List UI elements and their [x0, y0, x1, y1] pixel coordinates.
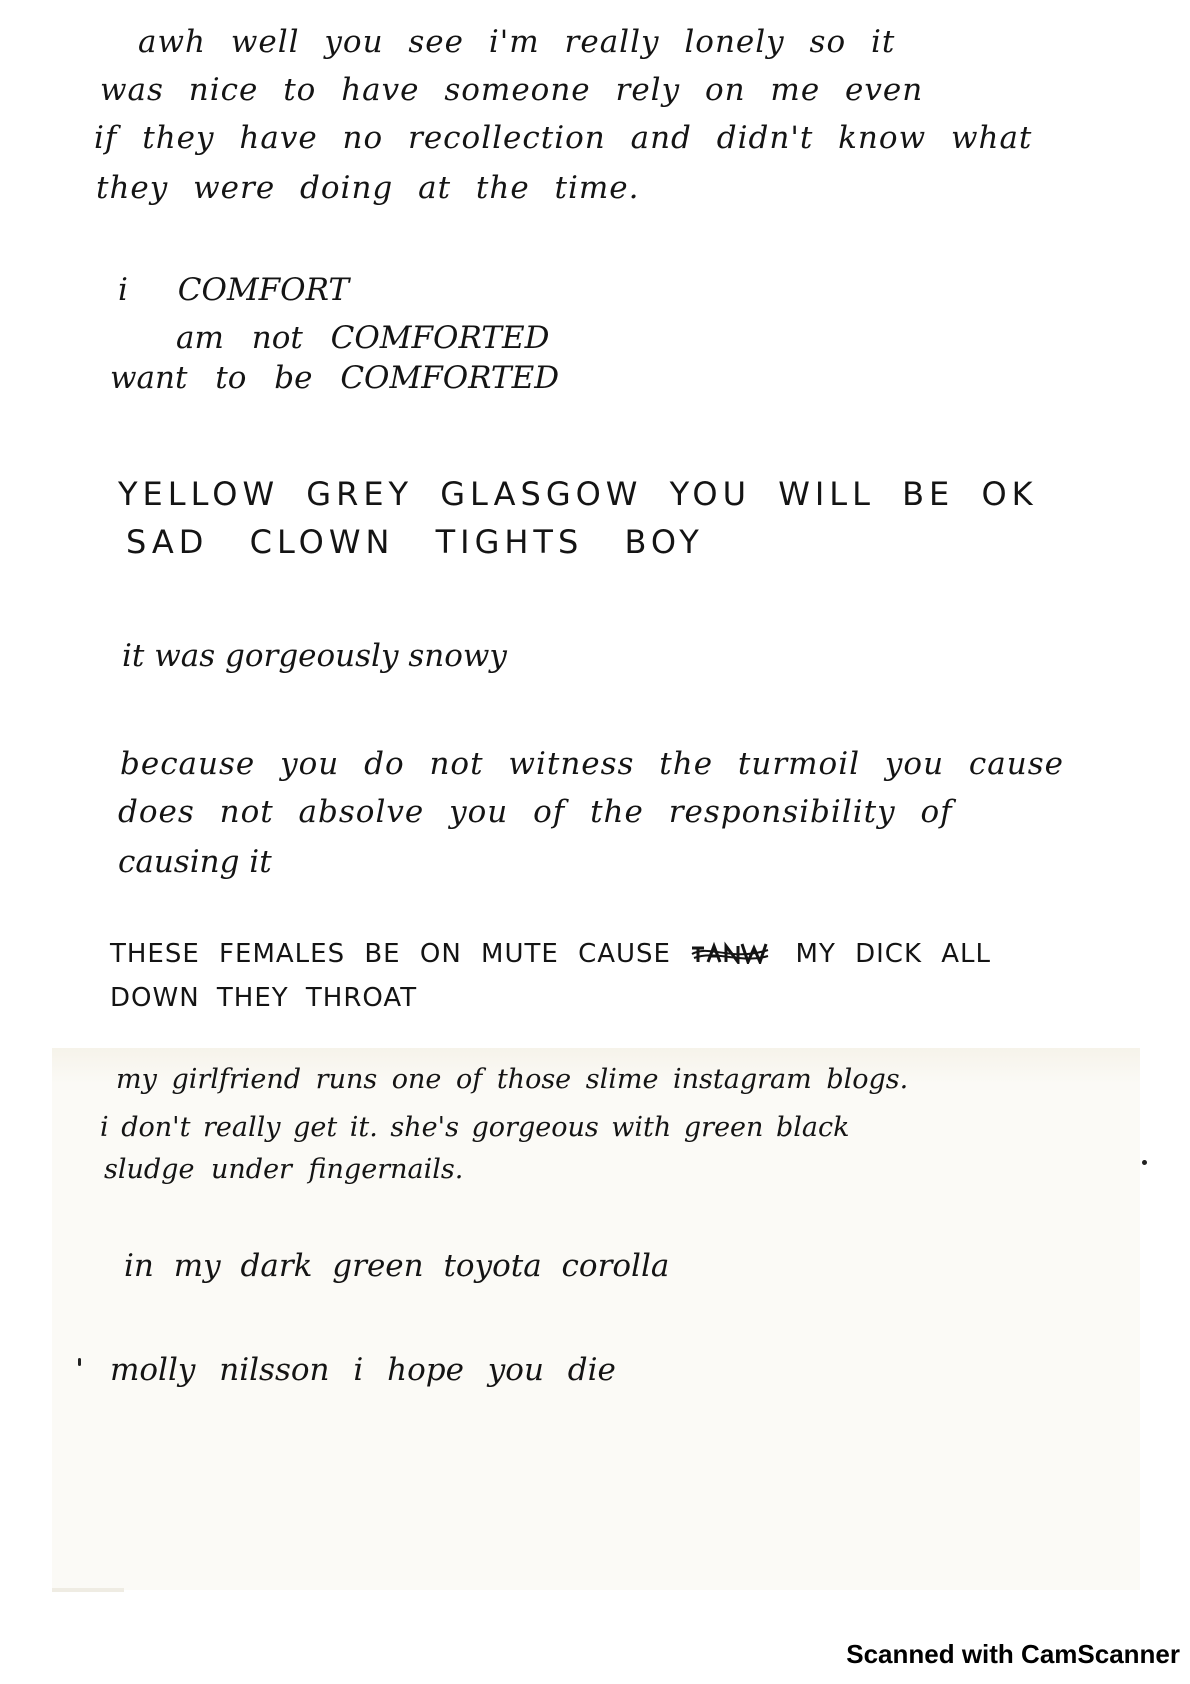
note-line: YELLOW GREY GLASGOW YOU WILL BE OK	[118, 475, 1038, 513]
note-line: was nice to have someone rely on me even	[100, 72, 924, 108]
note-line: causing it	[118, 844, 272, 880]
note-line: sludge under fingernails.	[104, 1154, 464, 1185]
note-line: i COMFORT	[118, 272, 350, 308]
note-line: DOWN THEY THROAT	[110, 983, 418, 1013]
scribble-strikeout-icon	[690, 940, 770, 964]
note-line: if they have no recollection and didn't know what	[94, 120, 1033, 156]
note-line: because you do not witness the turmoil you cause	[120, 746, 1064, 782]
scan-speck	[1142, 1160, 1147, 1165]
note-line-segment: THESE FEMALES BE ON MUTE CAUSE	[110, 939, 671, 969]
note-line-segment: MY DICK ALL	[795, 939, 992, 969]
note-line: in my dark green toyota corolla	[124, 1248, 670, 1284]
note-line: want to be COMFORTED	[110, 360, 560, 396]
scan-speck	[78, 1358, 81, 1366]
note-line: they were doing at the time.	[96, 170, 640, 206]
note-line: my girlfriend runs one of those slime instagram blogs.	[116, 1064, 909, 1095]
scan-edge-mark	[52, 1588, 124, 1592]
note-line	[110, 934, 991, 974]
note-line: it was gorgeously snowy	[122, 638, 507, 674]
note-line: am not COMFORTED	[176, 320, 550, 356]
note-line: SAD CLOWN TIGHTS BOY	[126, 523, 704, 561]
note-line: molly nilsson i hope you die	[110, 1352, 616, 1388]
note-line: awh well you see i'm really lonely so it	[138, 24, 896, 60]
note-line: does not absolve you of the responsibility of	[118, 794, 953, 830]
note-line: i don't really get it. she's gorgeous with green black	[100, 1112, 850, 1143]
camscanner-watermark: Scanned with CamScanner	[846, 1639, 1180, 1669]
